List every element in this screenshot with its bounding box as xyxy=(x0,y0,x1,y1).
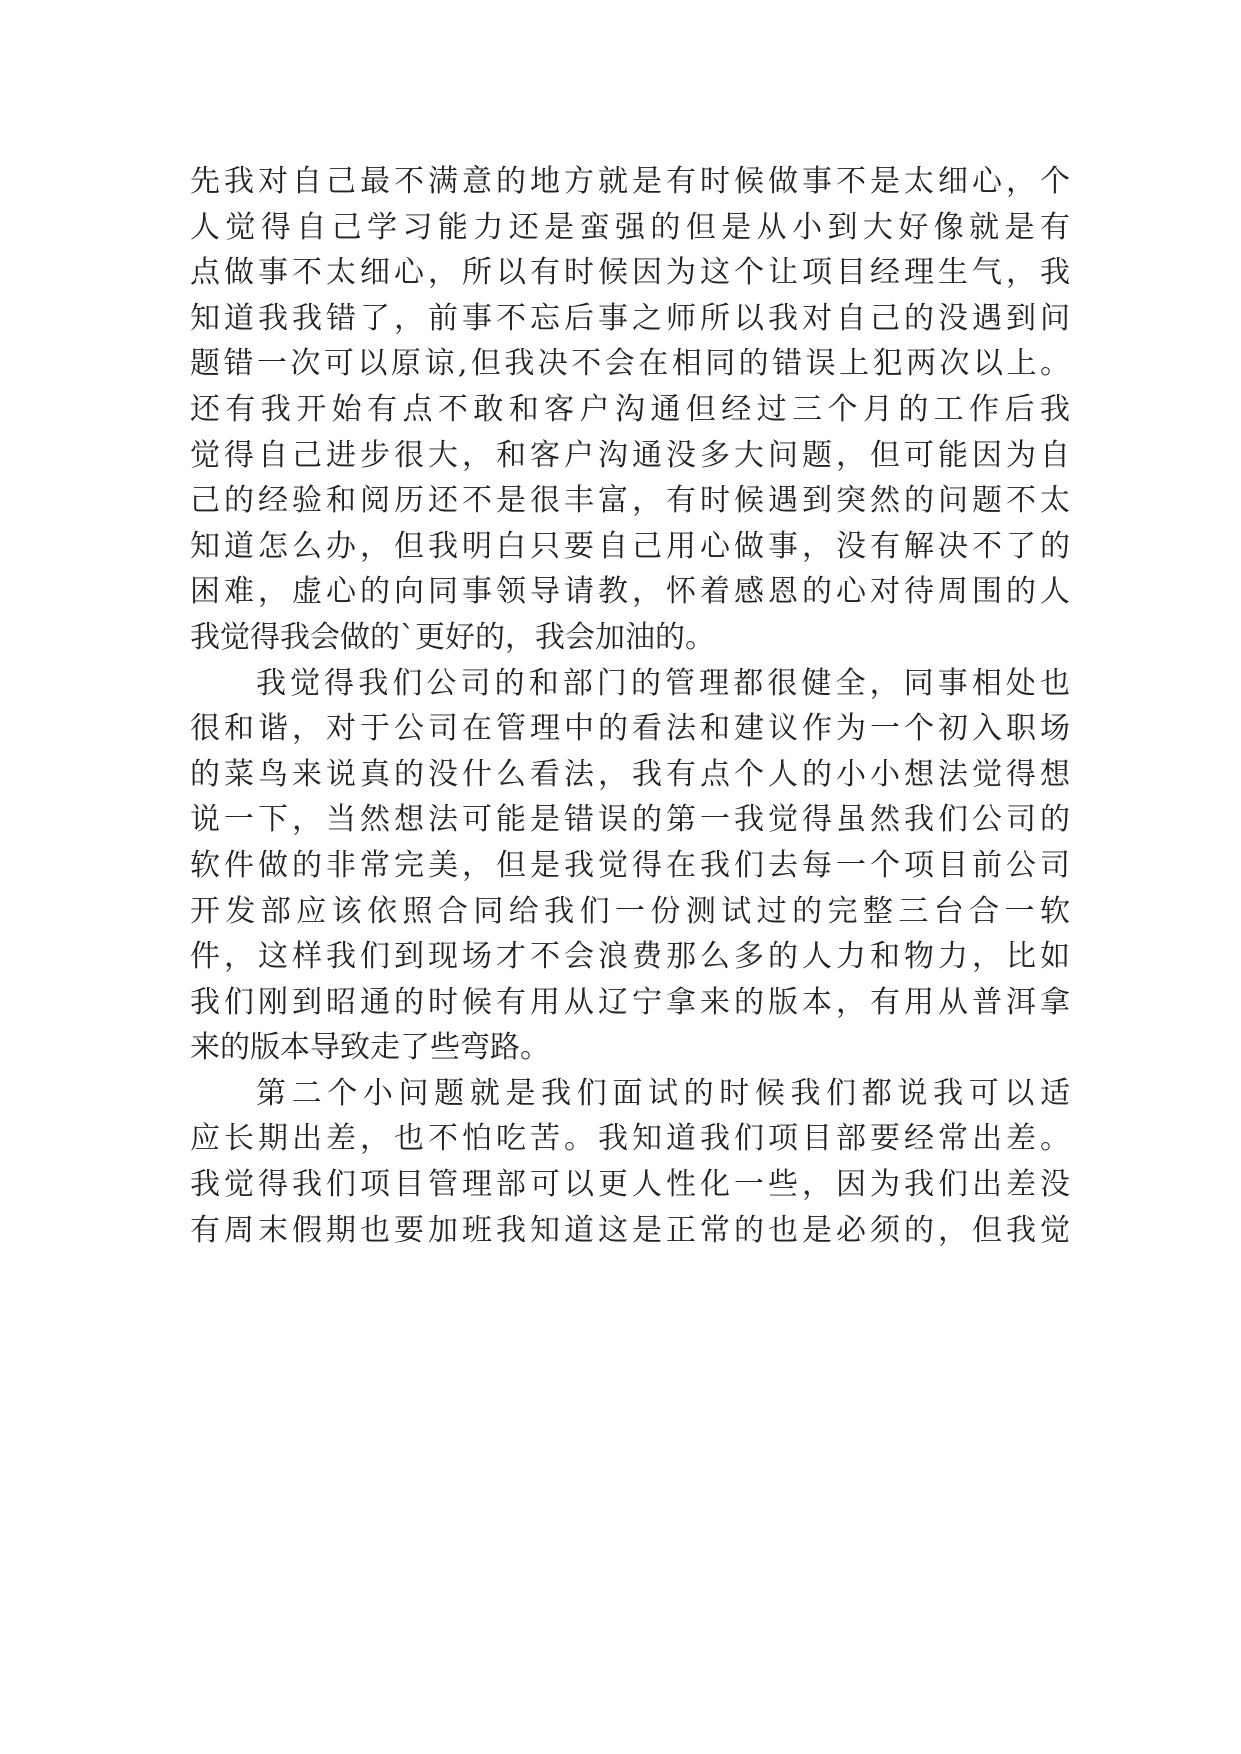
paragraph-first-line: 我觉得我们公司的和部门的管理都很健全，同事相处也 xyxy=(256,665,1070,701)
text-line: 开发部应该依照合同给我们一份测试过的完整三台合一软 xyxy=(190,893,1070,929)
text-line: 知道我我错了，前事不忘后事之师所以我对自己的没遇到问 xyxy=(190,300,1070,336)
text-line: 说一下，当然想法可能是错误的第一我觉得虽然我们公司的 xyxy=(190,802,1070,838)
text-line: 来的版本导致走了些弯路。 xyxy=(190,1030,550,1066)
text-line: 困难，虚心的向同事领导请教，怀着感恩的心对待周围的人 xyxy=(190,574,1070,610)
text-line: 我们刚到昭通的时候有用从辽宁拿来的版本，有用从普洱拿 xyxy=(190,984,1070,1020)
text-line: 题错一次可以原谅,但我决不会在相同的错误上犯两次以上。 xyxy=(190,346,1070,382)
text-line: 应长期出差，也不怕吃苦。我知道我们项目部要经常出差。 xyxy=(190,1121,1070,1157)
text-line: 还有我开始有点不敢和客户沟通但经过三个月的工作后我 xyxy=(190,391,1070,427)
body-text xyxy=(190,159,1070,1253)
text-line: 己的经验和阅历还不是很丰富，有时候遇到突然的问题不太 xyxy=(190,483,1070,519)
text-line: 觉得自己进步很大，和客户沟通没多大问题，但可能因为自 xyxy=(190,437,1070,473)
text-line: 我觉得我们项目管理部可以更人性化一些，因为我们出差没 xyxy=(190,1167,1070,1203)
paragraph-first-line: 第二个小问题就是我们面试的时候我们都说我可以适 xyxy=(256,1075,1070,1111)
text-line: 人觉得自己学习能力还是蛮强的但是从小到大好像就是有 xyxy=(190,209,1070,245)
text-line: 知道怎么办，但我明白只要自己用心做事，没有解决不了的 xyxy=(190,528,1070,564)
text-line: 软件做的非常完美，但是我觉得在我们去每一个项目前公司 xyxy=(190,847,1070,883)
text-line: 的菜鸟来说真的没什么看法，我有点个人的小小想法觉得想 xyxy=(190,756,1070,792)
text-line: 先我对自己最不满意的地方就是有时候做事不是太细心，个 xyxy=(190,164,1070,199)
text-line: 我觉得我会做的`更好的，我会加油的。 xyxy=(190,619,715,655)
text-line: 有周末假期也要加班我知道这是正常的也是必须的，但我觉 xyxy=(190,1212,1070,1248)
text-line: 点做事不太细心，所以有时候因为这个让项目经理生气，我 xyxy=(190,255,1070,291)
text-line: 件，这样我们到现场才不会浪费那么多的人力和物力，比如 xyxy=(190,939,1070,975)
text-line: 很和谐，对于公司在管理中的看法和建议作为一个初入职场 xyxy=(190,711,1070,747)
